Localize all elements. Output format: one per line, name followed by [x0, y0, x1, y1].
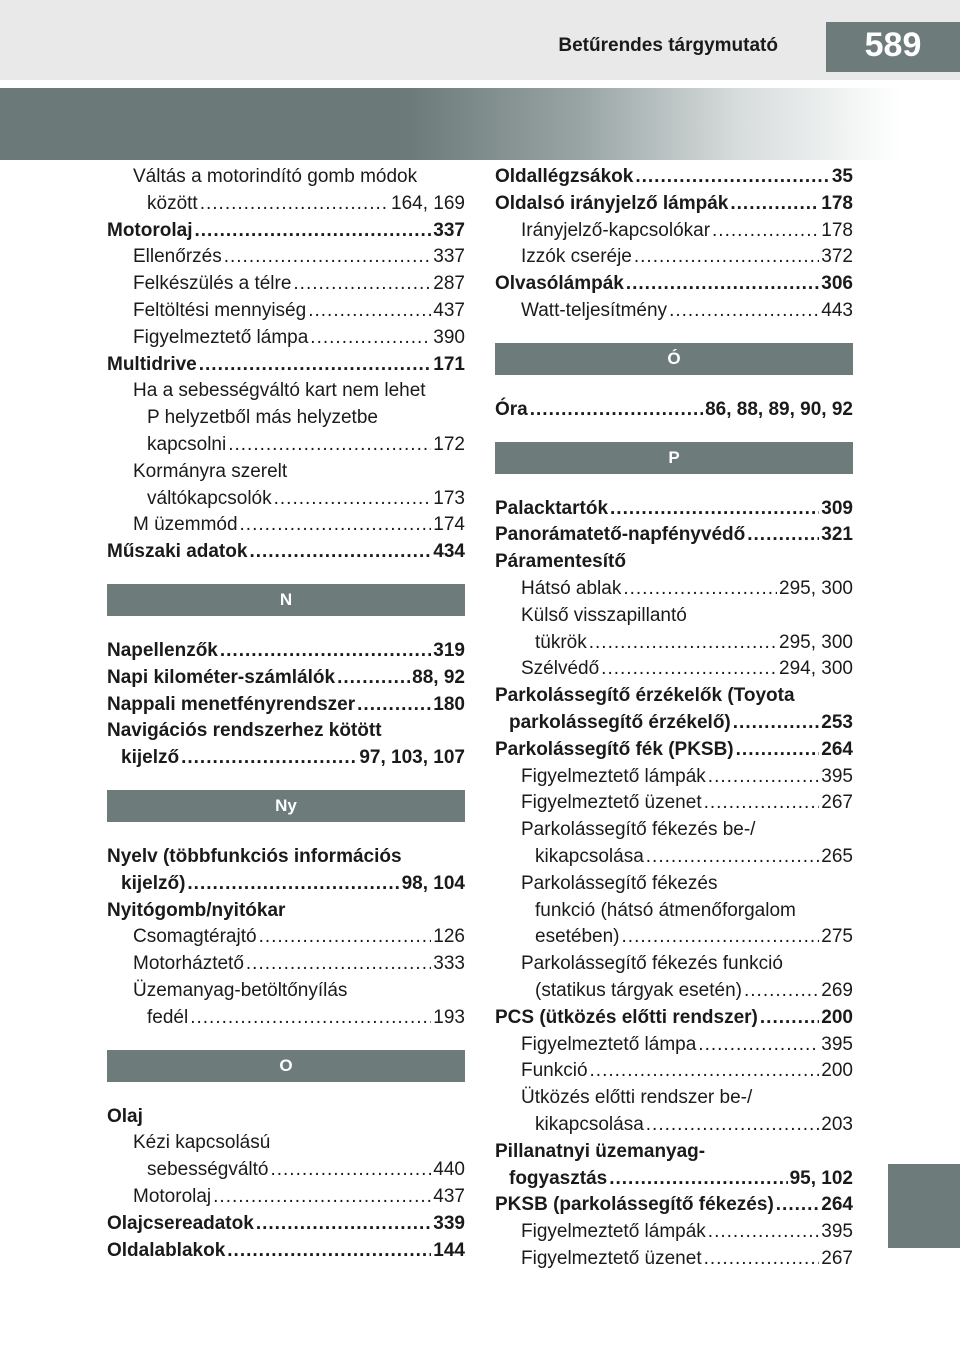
index-entry [107, 718, 465, 745]
index-entry-label: Váltás a motorindító gomb módok [133, 166, 418, 187]
index-entry-label: Watt-teljesítmény [521, 299, 668, 321]
index-entry-page-ref: 319 [433, 639, 465, 661]
index-entry [495, 244, 853, 271]
section-thumb-tab [888, 1164, 960, 1248]
index-entry-page-ref: 264 [821, 1194, 853, 1216]
index-entry [107, 191, 465, 218]
dot-leader [610, 496, 819, 523]
index-entry [107, 352, 465, 379]
dot-leader [190, 1005, 431, 1032]
index-entry [495, 549, 853, 576]
index-entry-label: Figyelmeztető lámpa [521, 1033, 697, 1055]
dot-leader [259, 924, 432, 951]
dot-leader [200, 191, 389, 218]
index-entry [495, 737, 853, 764]
index-entry [107, 924, 465, 951]
index-entry-label: M üzemmód [133, 514, 238, 536]
index-entry [495, 764, 853, 791]
dot-leader [224, 244, 432, 271]
dot-leader [730, 191, 819, 218]
dot-leader [181, 745, 357, 772]
index-entry [107, 1157, 465, 1184]
header-bar [0, 0, 960, 80]
index-entry-label: Palacktartók [495, 497, 609, 519]
index-entry-page-ref: 164, 169 [391, 192, 465, 214]
index-entry-page-ref: 193 [433, 1006, 465, 1028]
index-entry-label: Parkolássegítő érzékelők (Toyota [495, 685, 795, 707]
index-entry-page-ref: 200 [821, 1060, 853, 1082]
index-entry-page-ref: 265 [821, 845, 853, 867]
index-entry [495, 817, 853, 844]
index-entry-label: Felkészülés a télre [133, 273, 292, 295]
index-entry [107, 298, 465, 325]
index-entry-page-ref: 178 [821, 219, 853, 241]
index-entry [107, 378, 465, 405]
index-entry-page-ref: 337 [433, 219, 465, 241]
dot-leader [293, 271, 431, 298]
index-entry [495, 1058, 853, 1085]
index-entry [495, 298, 853, 325]
index-entry-page-ref: 171 [433, 353, 465, 375]
index-entry-label: Üzemanyag-betöltőnyílás [133, 979, 348, 1001]
index-entry-page-ref: 339 [433, 1212, 465, 1234]
index-entry [495, 164, 853, 191]
index-entry [107, 405, 465, 432]
index-entry-label: Motorolaj [107, 219, 193, 241]
index-entry-label: Motorháztető [133, 953, 244, 975]
index-entry-label: PKSB (parkolássegítő fékezés) [495, 1194, 774, 1216]
index-entry [107, 218, 465, 245]
index-section-header: Ó [495, 343, 853, 375]
index-entry [107, 1005, 465, 1032]
index-section-header: P [495, 442, 853, 474]
index-entry-page-ref: 200 [821, 1006, 853, 1028]
index-entry [107, 1238, 465, 1265]
index-entry-label: PCS (ütközés előtti rendszer) [495, 1006, 758, 1028]
index-entry-label: (statikus tárgyak esetén) [535, 979, 742, 1001]
index-entry [107, 1184, 465, 1211]
index-entry-page-ref: 440 [433, 1159, 465, 1181]
index-entry [495, 496, 853, 523]
index-entry [107, 244, 465, 271]
index-entry-label: esetében) [535, 926, 620, 948]
index-entry [495, 191, 853, 218]
index-entry [495, 603, 853, 630]
index-entry [107, 325, 465, 352]
index-entry-label: Műszaki adatok [107, 541, 248, 563]
index-entry-label: Pillanatnyi üzemanyag- [495, 1140, 706, 1162]
index-entry [495, 1139, 853, 1166]
index-entry [107, 844, 465, 871]
index-section-header: O [107, 1050, 465, 1082]
index-entry [495, 898, 853, 925]
dot-leader [622, 924, 820, 951]
index-entry-page-ref: 437 [433, 1185, 465, 1207]
dot-leader [187, 871, 399, 898]
index-entry-page-ref: 264 [821, 738, 853, 760]
dot-leader [776, 1192, 820, 1219]
index-entry-page-ref: 395 [821, 765, 853, 787]
index-entry-page-ref: 172 [433, 433, 465, 455]
index-entry [495, 790, 853, 817]
dot-leader [530, 397, 703, 424]
index-entry-label: Nappali menetfényrendszer [107, 693, 356, 715]
dot-leader [195, 218, 432, 245]
dot-leader [609, 1166, 787, 1193]
index-entry [107, 164, 465, 191]
index-entry [107, 898, 465, 925]
index-column-left [107, 164, 465, 1264]
index-entry-label: Olaj [107, 1105, 143, 1127]
index-entry [107, 1211, 465, 1238]
index-entry-label: tükrök [535, 631, 587, 653]
index-entry-page-ref: 126 [433, 926, 465, 948]
dot-leader [708, 1219, 820, 1246]
dot-leader [712, 218, 819, 245]
index-entry-page-ref: 434 [433, 541, 465, 563]
dot-leader [669, 298, 819, 325]
index-entry-label: Irányjelző-kapcsolókar [521, 219, 711, 241]
index-entry-page-ref: 144 [433, 1239, 465, 1261]
dot-leader [646, 844, 820, 871]
dot-leader [228, 432, 431, 459]
index-entry [495, 1219, 853, 1246]
index-entry-label: Oldalablakok [107, 1239, 226, 1261]
index-entry-label: Ütközés előtti rendszer be-/ [521, 1087, 753, 1109]
index-entry-label: Szélvédő [521, 658, 600, 680]
page-title: Betűrendes tárgymutató [558, 35, 778, 56]
index-entry-label: kijelző) [121, 872, 186, 894]
index-entry-page-ref: 95, 102 [789, 1167, 853, 1189]
index-entry [495, 871, 853, 898]
index-entry [107, 1104, 465, 1131]
index-entry-label: Csomagtérajtó [133, 926, 257, 948]
page-number: 589 [864, 26, 922, 64]
index-entry-label: kikapcsolása [535, 845, 644, 867]
index-entry [495, 576, 853, 603]
dot-leader [747, 522, 819, 549]
index-entry-page-ref: 97, 103, 107 [359, 747, 465, 769]
index-entry [495, 656, 853, 683]
index-entry-page-ref: 287 [433, 273, 465, 295]
index-entry-page-ref: 333 [433, 953, 465, 975]
index-entry [107, 1130, 465, 1157]
index-section-header: Ny [107, 790, 465, 822]
dot-leader [601, 656, 777, 683]
index-entry-page-ref: 35 [831, 166, 853, 187]
dot-leader [704, 1246, 820, 1273]
index-entry-label: Panorámatető-napfényvédő [495, 524, 746, 546]
index-entry-page-ref: 372 [821, 246, 853, 268]
index-entry-label: sebességváltó [147, 1159, 269, 1181]
dot-leader [337, 665, 410, 692]
index-entry-label: között [147, 192, 198, 214]
index-entry-label: Funkció [521, 1060, 588, 1082]
dot-leader [646, 1112, 820, 1139]
index-entry-label: Parkolássegítő fékezés [521, 872, 718, 894]
index-entry [107, 665, 465, 692]
index-entry-label: Ha a sebességváltó kart nem lehet [133, 380, 426, 402]
dot-leader [310, 325, 431, 352]
index-entry-label: Kormányra szerelt [133, 460, 288, 482]
index-entry [495, 1005, 853, 1032]
index-entry-label: Olajcsereadatok [107, 1212, 254, 1234]
index-entry-label: Multidrive [107, 353, 197, 375]
index-entry-page-ref: 321 [821, 524, 853, 546]
index-entry-label: Olvasólámpák [495, 273, 624, 295]
index-entry [495, 1166, 853, 1193]
index-entry [107, 486, 465, 513]
dot-leader [634, 244, 819, 271]
index-entry [495, 924, 853, 951]
index-entry-label: Parkolássegítő fékezés be-/ [521, 819, 756, 841]
dot-leader [698, 1032, 819, 1059]
index-entry [107, 871, 465, 898]
index-entry-page-ref: 98, 104 [401, 872, 465, 894]
dot-leader [227, 1238, 431, 1265]
index-entry [107, 539, 465, 566]
index-entry-page-ref: 180 [433, 693, 465, 715]
index-entry-label: Parkolássegítő fékezés funkció [521, 953, 783, 975]
index-entry [107, 745, 465, 772]
index-entry-label: Oldallégzsákok [495, 166, 634, 187]
index-entry-label: Izzók cseréje [521, 246, 632, 268]
dot-leader [708, 764, 820, 791]
index-entry-label: váltókapcsolók [147, 487, 272, 509]
index-entry-page-ref: 174 [433, 514, 465, 536]
index-entry-label: Ellenőrzés [133, 246, 222, 268]
index-entry-page-ref: 267 [821, 1247, 853, 1269]
index-entry-page-ref: 269 [821, 979, 853, 1001]
index-entry-page-ref: 309 [821, 497, 853, 519]
index-entry [495, 844, 853, 871]
index-entry-label: Nyelv (többfunkciós információs [107, 845, 402, 867]
index-entry-page-ref: 395 [821, 1221, 853, 1243]
index-entry-label: funkció (hátsó átmenőforgalom [535, 899, 796, 921]
dot-leader [249, 539, 431, 566]
index-entry-page-ref: 295, 300 [779, 631, 853, 653]
index-entry [495, 397, 853, 424]
index-entry-page-ref: 253 [821, 711, 853, 733]
index-entry-label: Napellenzők [107, 639, 218, 661]
index-entry-label: Figyelmeztető üzenet [521, 792, 702, 814]
index-entry [495, 951, 853, 978]
index-entry-label: Külső visszapillantó [521, 604, 687, 626]
index-entry [495, 1192, 853, 1219]
index-entry-label: Feltöltési mennyiség [133, 299, 307, 321]
index-entry-label: Motorolaj [133, 1185, 212, 1207]
index-entry [495, 1246, 853, 1273]
index-entry-label: Parkolássegítő fék (PKSB) [495, 738, 734, 760]
dot-leader [760, 1005, 819, 1032]
dot-leader [256, 1211, 431, 1238]
dot-leader [736, 737, 820, 764]
index-entry [107, 271, 465, 298]
index-entry [107, 459, 465, 486]
index-entry [495, 683, 853, 710]
index-entry-page-ref: 294, 300 [779, 658, 853, 680]
index-column-right [495, 164, 853, 1273]
index-entry [495, 978, 853, 1005]
index-entry-label: Óra [495, 398, 528, 420]
index-entry [107, 692, 465, 719]
index-entry-label: Figyelmeztető lámpák [521, 1221, 706, 1243]
index-entry-label: Figyelmeztető lámpa [133, 326, 309, 348]
index-entry [495, 630, 853, 657]
index-entry [107, 951, 465, 978]
index-entry-label: Oldalsó irányjelző lámpák [495, 192, 729, 214]
dot-leader [308, 298, 431, 325]
dot-leader [240, 512, 432, 539]
index-entry-page-ref: 178 [821, 192, 853, 214]
dot-leader [246, 951, 431, 978]
index-entry-label: Figyelmeztető üzenet [521, 1247, 702, 1269]
dot-leader [626, 271, 819, 298]
index-entry-page-ref: 203 [821, 1113, 853, 1135]
index-entry [107, 432, 465, 459]
index-entry-label: fedél [147, 1006, 189, 1028]
dot-leader [623, 576, 777, 603]
header-banner [0, 88, 900, 160]
index-entry-label: kapcsolni [147, 433, 227, 455]
dot-leader [590, 1058, 820, 1085]
index-entry [107, 978, 465, 1005]
index-entry-page-ref: 275 [821, 926, 853, 948]
index-entry-label: P helyzetből más helyzetbe [147, 407, 378, 429]
index-entry-page-ref: 390 [433, 326, 465, 348]
index-entry [107, 512, 465, 539]
index-entry-label: Navigációs rendszerhez kötött [107, 720, 382, 742]
index-entry-label: kikapcsolása [535, 1113, 644, 1135]
dot-leader [274, 486, 432, 513]
index-entry-page-ref: 295, 300 [779, 577, 853, 599]
dot-leader [199, 352, 432, 379]
dot-leader [733, 710, 820, 737]
index-entry-label: kijelző [121, 747, 180, 769]
index-entry [495, 271, 853, 298]
index-entry [107, 638, 465, 665]
index-entry-label: Napi kilométer-számlálók [107, 666, 336, 688]
index-entry-label: parkolássegítő érzékelő) [509, 711, 731, 733]
index-entry-page-ref: 337 [433, 246, 465, 268]
index-entry-label: Figyelmeztető lámpák [521, 765, 706, 787]
dot-leader [635, 164, 830, 191]
dot-leader [213, 1184, 431, 1211]
index-entry-page-ref: 88, 92 [412, 666, 465, 688]
index-entry-label: Hátsó ablak [521, 577, 622, 599]
dot-leader [357, 692, 431, 719]
index-entry-page-ref: 395 [821, 1033, 853, 1055]
index-entry [495, 218, 853, 245]
dot-leader [744, 978, 819, 1005]
index-entry-page-ref: 267 [821, 792, 853, 814]
dot-leader [220, 638, 431, 665]
index-entry-label: Kézi kapcsolású [133, 1132, 271, 1154]
dot-leader [270, 1157, 431, 1184]
index-entry [495, 710, 853, 737]
index-entry-label: Páramentesítő [495, 551, 626, 573]
dot-leader [704, 790, 820, 817]
index-entry-page-ref: 437 [433, 299, 465, 321]
index-entry-page-ref: 86, 88, 89, 90, 92 [705, 398, 853, 420]
index-entry [495, 1112, 853, 1139]
index-entry-label: Nyitógomb/nyitókar [107, 899, 286, 921]
index-entry-label: fogyasztás [509, 1167, 608, 1189]
index-section-header: N [107, 584, 465, 616]
index-entry-page-ref: 443 [821, 299, 853, 321]
index-entry-page-ref: 306 [821, 273, 853, 295]
index-entry [495, 522, 853, 549]
dot-leader [589, 630, 777, 657]
index-entry [495, 1032, 853, 1059]
index-entry [495, 1085, 853, 1112]
index-entry-page-ref: 173 [433, 487, 465, 509]
